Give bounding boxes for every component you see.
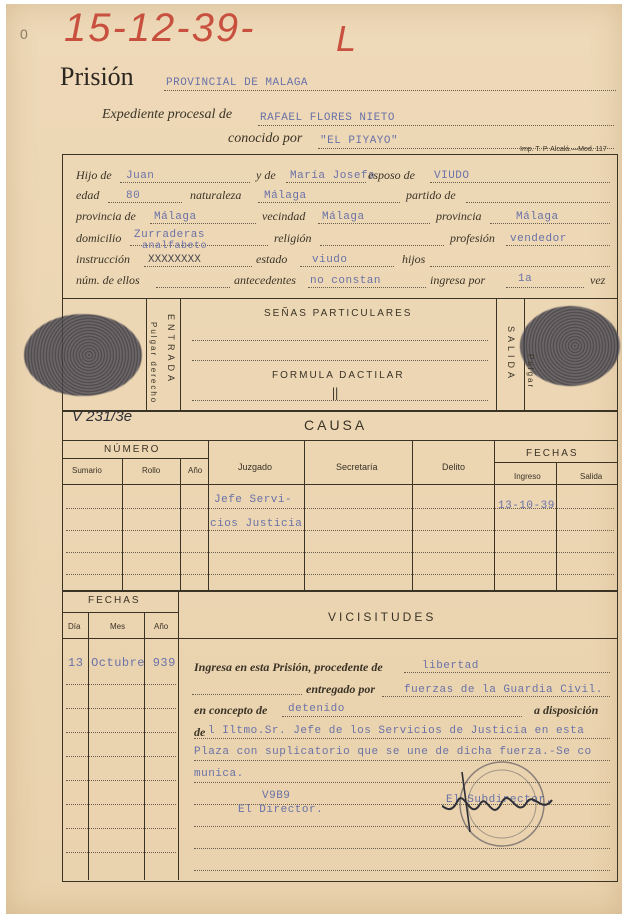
edad-value: 80 [126,190,141,202]
de-label: de [194,725,206,739]
fingerprint-entrada [24,314,142,396]
ingreso-header: Ingreso [514,472,541,481]
ingresa-prision-label: Ingresa en esta Prisión, procedente de [194,660,383,674]
instruccion-value: analfabeto [142,241,208,252]
estado-value: viudo [312,254,348,266]
concepto-label: en concepto de [194,703,268,717]
vecindad-label: vecindad [262,209,306,223]
religion-label: religión [274,231,312,245]
hijos-label: hijos [402,252,426,266]
edad-label: edad [76,188,100,202]
provincia-value: Málaga [154,211,197,223]
pulgar-salida-label: Pulgar [526,354,535,390]
naturaleza-value: Málaga [264,190,307,202]
esposo-label: esposo de [368,168,415,182]
expediente-label: Expediente procesal de [102,107,233,122]
disposicion-label: a disposición [534,703,599,717]
ingresa-label: ingresa por [430,273,486,287]
domicilio-label: domicilio [76,231,122,245]
procedente-value: libertad [422,660,479,672]
y-de-label: y de [256,168,276,182]
domicilio-value: Zurraderas [134,229,206,241]
causa-ref-note: V 231/3e [72,408,133,425]
fingerprint-salida [520,306,620,386]
document-sheet [6,4,622,914]
conocido-label: conocido por [228,131,303,146]
conocido-alias: "EL PIYAYO" [320,135,399,147]
vicisitudes-title: VICISITUDES [328,610,437,624]
sumario-header: Sumario [72,466,102,475]
dia-header: Día [68,622,81,631]
prison-label: Prisión [60,62,134,91]
fechas-header: FECHAS [526,448,579,459]
instruccion-struck: XXXXXXXX [148,254,201,266]
entrada-label: ENTRADA [166,314,176,386]
vicis-line-3: munica. [194,768,244,780]
vecindad-value: Málaga [322,211,365,223]
delito-header: Delito [442,462,466,472]
numero-header: NÚMERO [104,444,161,455]
red-mark: L [336,18,359,59]
estado-label: estado [256,252,288,266]
num-label: núm. de ellos [76,273,140,287]
juzgado-header: Juzgado [238,462,273,472]
salida-label: SALIDA [506,326,516,383]
naturaleza-label: naturaleza [190,188,242,202]
pulgar-derecho-label: Pulgar derecho [149,322,158,405]
expediente-name: RAFAEL FLORES NIETO [260,112,395,124]
vicis-line-2: Plaza con suplicatorio que se une de dicha fuerza.-Se co [194,746,592,758]
director-label: El Director. [238,804,324,816]
causa-title: CAUSA [304,417,368,433]
formula-title: FORMULA DACTILAR [272,370,405,381]
mes-header: Mes [110,622,126,631]
provincia2-value: Málaga [516,211,559,223]
corner-mark: 0 [20,26,28,42]
rollo-header: Rollo [142,466,161,475]
vicis-date: 13 Octubre 939 [68,656,176,670]
official-stamp-and-signature [442,752,592,862]
vez-label: vez [590,273,606,287]
vicis-fechas-header: FECHAS [88,595,141,606]
ingresa-value: 1a [518,273,533,285]
juzgado-value-1: Jefe Servi- [214,494,293,506]
partido-label: partido de [406,188,456,202]
esposo-value: VIUDO [434,170,470,182]
concepto-value: detenido [288,703,345,715]
profesion-value: vendedor [510,233,567,245]
formula-mark: || [332,386,339,401]
secretaria-header: Secretaría [336,462,378,472]
mother-name: María Josefa [290,170,376,182]
printer-note: Imp. T. P. Alcalá.—Mod. 117 [520,146,607,153]
entregado-label: entregado por [306,682,375,696]
entregado-value: fuerzas de la Guardia Civil. [404,684,603,696]
vb-mark: V9B9 [262,790,291,802]
father-name: Juan [126,170,155,182]
provincia-label: provincia de [76,209,136,223]
salida-header: Salida [580,472,603,481]
senas-title: SEÑAS PARTICULARES [264,308,413,319]
ano-header: Año [188,466,203,475]
ingreso-value: 13-10-39 [498,500,555,512]
instruccion-label: instrucción [76,252,130,266]
prison-name: PROVINCIAL DE MALAGA [166,77,309,89]
profesion-label: profesión [450,231,495,245]
vicis-line-1: l Iltmo.Sr. Jefe de los Servicios de Justicia en esta [208,725,585,737]
subdirector-label: El Subdirector. [446,794,553,806]
vicis-ano-header: Año [154,622,169,631]
provincia2-label: provincia [436,209,482,223]
antecedentes-label: antecedentes [234,273,296,287]
antecedentes-value: no constan [310,275,382,287]
red-date: 15-12-39- [64,6,256,50]
juzgado-value-2: cios Justicia [210,518,303,530]
hijo-label: Hijo de [76,168,112,182]
